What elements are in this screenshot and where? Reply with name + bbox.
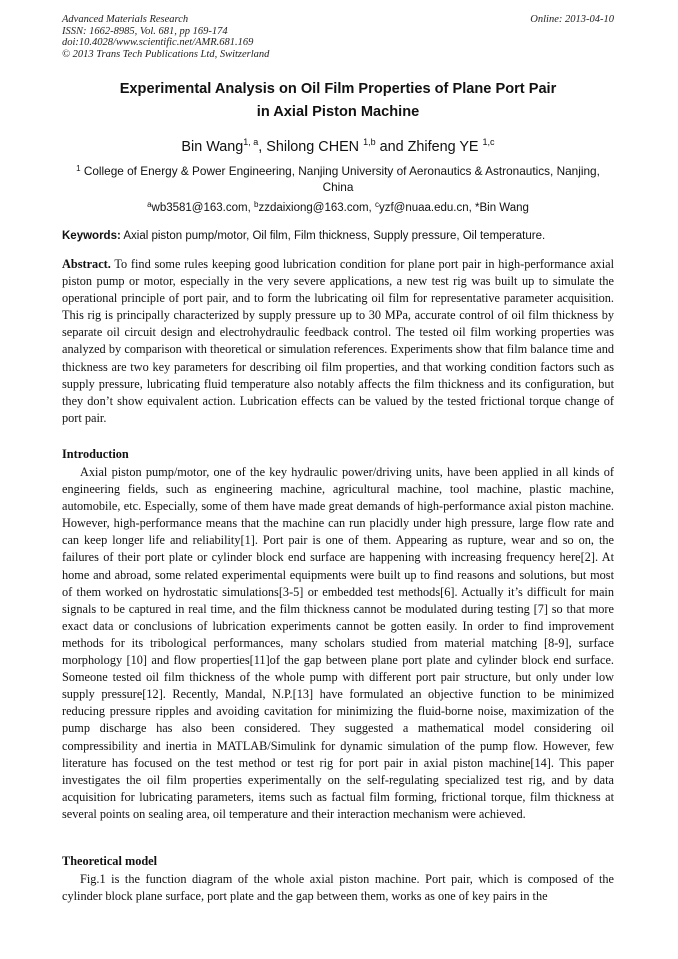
section-heading-introduction: Introduction — [62, 447, 129, 461]
section-heading-theoretical-model: Theoretical model — [62, 854, 158, 868]
doi-line: doi:10.4028/www.scientific.net/AMR.681.169 — [62, 37, 254, 49]
affiliation-text: College of Energy & Power Engineering, Nanjing University of Aeronautics & Astronautics, Nanjing, China — [80, 164, 600, 194]
abstract — [62, 256, 614, 427]
author-separator-2: and Zhifeng YE — [375, 139, 483, 155]
journal-header — [62, 14, 614, 60]
keywords-label: Keywords: — [62, 230, 121, 242]
email-a: wb3581@163.com, — [151, 202, 254, 214]
author-3-sup: 1,c — [482, 137, 495, 147]
author-emails — [62, 200, 614, 216]
title-line-1: Experimental Analysis on Oil Film Properties of Plane Port Pair — [119, 81, 557, 97]
abstract-text: To find some rules keeping good lubrication condition for plane port pair in high-performance axial piston pump or motor, especially in the very severe applications, a new test rig was built up to simulate the operational principle of port pair, and to form the lubricating oil film for representative parameter acquisition. This rig is principally characterized by supply pressure up to 30 MPa, accurate control of oil film thickness by separate oil circuit design and electrohydraulic feedback control. The tested oil film working properties was analyzed by comparison with theoretical or simulation references. Experiments show that film balance time and thickness are two key parameters for describing oil film properties, and that working condition factors such as supply pressure, lubricating fluid temperature also notably affects the film thickness and its configuration, but they don’t show equivalent action. Lubrication effects can be valued by the tested frictional torque change of port pair. — [62, 257, 614, 425]
email-a-sup: a — [147, 200, 152, 209]
journal-name: Advanced Materials Research — [62, 14, 189, 25]
keywords — [62, 228, 614, 244]
email-c-sup: c — [374, 200, 379, 209]
affiliation — [62, 163, 614, 195]
author-2-sup: 1,b — [363, 137, 376, 147]
issn-line: ISSN: 1662-8985, Vol. 681, pp 169-174 — [62, 25, 228, 37]
author-separator-1: , Shilong CHEN — [258, 139, 364, 155]
author-1-sup: 1, a — [243, 137, 259, 147]
author-list — [62, 137, 614, 157]
abstract-label: Abstract. — [62, 257, 111, 271]
keywords-text: Axial piston pump/motor, Oil film, Film thickness, Supply pressure, Oil temperature. — [120, 230, 546, 242]
email-b: zzdaixiong@163.com, — [258, 202, 375, 214]
online-date: Online: 2013-04-10 — [530, 14, 614, 25]
email-c: yzf@nuaa.edu.cn, *Bin Wang — [378, 202, 529, 214]
introduction-paragraph: Axial piston pump/motor, one of the key hydraulic power/driving units, have been applied in all kinds of engineering fields, such as engineering machine, agricultural machine, tool machine, plastic machine, automobile, etc. Especially, some of them have made great demands of high-performance axial piston machine. However, high-performance means that the machine can run placidly under high pressure, large flow rate and can keep longer life and reliability[1]. Port pair is one of them. Appearing as rupture, wear and so on, the failures of their port plate or cylinder block end surface are happening with increasing frequency here[2]. At home and abroad, some related experimental equipments were built up to find reasons and solutions, but most of them worked on hydrostatic simulations[3-5] or embedded test methods[6]. Actually it’s difficult for main signals to be captured in real time, and the film thickness cannot be modulated during testing [7] so that more exact data or conclusions of lubrication experiments cannot be gotten easily. In order to find improvement methods for its tribological performances, many scholars studied from material matching [8-9], surface morphology [10] and flow properties[11]of the gap between plane port plate and cylinder block end surface. Someone tested oil film thickness of the whole pump with different port pair structure, but only under low supply pressure[12]. Recently, Mandal, N.P.[13] have formulated an objective function to be minimized reducing pressure ripples and avoiding cavitation for minimizing the fluid-borne noise, maximization of the pump discharge has also been considered. They suggested a mathematical model considering oil compressibility and inertia in MATLAB/Simulink for dynamic simulation of the pump flow. However, few literature has focused on the test method or test rig for port pair in axial piston machine[14]. This paper investigates the oil film properties experimentally on the self-regulating specialized test rig, and by data acquisition for lubricating parameters, items such as factual film forming, frictional torque, film thickness at several points on sealing area, oil temperature and their interaction mechanism were achieved. — [62, 465, 614, 821]
title-line-2: in Axial Piston Machine — [256, 104, 420, 120]
author-1-name: Bin Wang — [181, 139, 244, 155]
email-b-sup: b — [253, 200, 259, 209]
copyright-line: © 2013 Trans Tech Publications Ltd, Switzerland — [62, 48, 270, 60]
affiliation-sup: 1 — [76, 164, 81, 173]
paper-title — [62, 78, 614, 124]
theoretical-model-paragraph: Fig.1 is the function diagram of the whole axial piston machine. Port pair, which is composed of the cylinder block plane surface, port plate and the gap between them, works as one of key pairs in the — [62, 872, 614, 904]
